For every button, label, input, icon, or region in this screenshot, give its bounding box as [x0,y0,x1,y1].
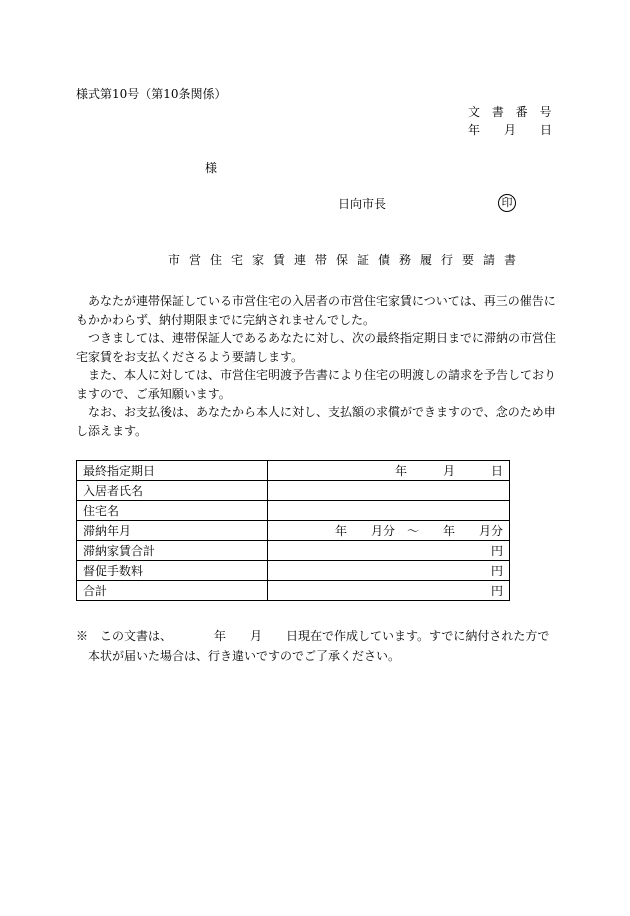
issuer-name: 日向市長 [338,197,387,211]
row-label: 入居者氏名 [77,481,268,501]
official-seal: 印 [498,194,516,212]
document-title: 市営住宅家賃連帯保証債務履行要請書 [168,253,526,267]
body-paragraph: あなたが連帯保証している市営住宅の入居者の市営住宅家賃については、再三の催告にもかかわらず、納付期限までに完納されませんでした。 [76,294,556,327]
row-label: 滞納年月 [77,521,268,541]
body-text [76,292,566,440]
table-row [77,541,510,561]
body-paragraph: なお、お支払後は、あなたから本人に対し、支払額の求償ができますので、念のため申し添えます。 [76,405,556,438]
row-label: 督促手数料 [77,561,268,581]
form-number: 様式第10号（第10条関係） [76,87,227,101]
row-value: 円 [268,541,510,561]
row-label: 住宅名 [77,501,268,521]
row-label: 合計 [77,581,268,601]
row-value: 年 月 日 [268,461,510,481]
table-row [77,581,510,601]
payment-details-table [76,460,510,601]
footnote-line: 本状が届いた場合は、行き違いですのでご了承ください。 [76,649,401,663]
row-value [268,501,510,521]
table-row [77,461,510,481]
footnote [76,626,566,666]
document-date-label: 年 月 日 [468,123,553,137]
row-value: 円 [268,561,510,581]
addressee-suffix: 様 [205,161,218,175]
row-value: 年 月分 ～ 年 月分 [268,521,510,541]
row-label: 滞納家賃合計 [77,541,268,561]
table-row [77,521,510,541]
body-paragraph: つきましては、連帯保証人であるあなたに対し、次の最終指定期日までに滞納の市営住宅家賃をお支払くださるよう要請します。 [76,331,557,364]
table-row [77,481,510,501]
table-row [77,501,510,521]
footnote-line: ※ この文書は、 年 月 日現在で作成しています。すでに納付された方で [76,629,550,643]
table-row [77,561,510,581]
document-number-label: 文 書 番 号 [468,105,556,119]
row-value: 円 [268,581,510,601]
row-label: 最終指定期日 [77,461,268,481]
row-value [268,481,510,501]
body-paragraph: また、本人に対しては、市営住宅明渡予告書により住宅の明渡しの請求を予告しておりますので、ご承知願います。 [76,368,557,401]
